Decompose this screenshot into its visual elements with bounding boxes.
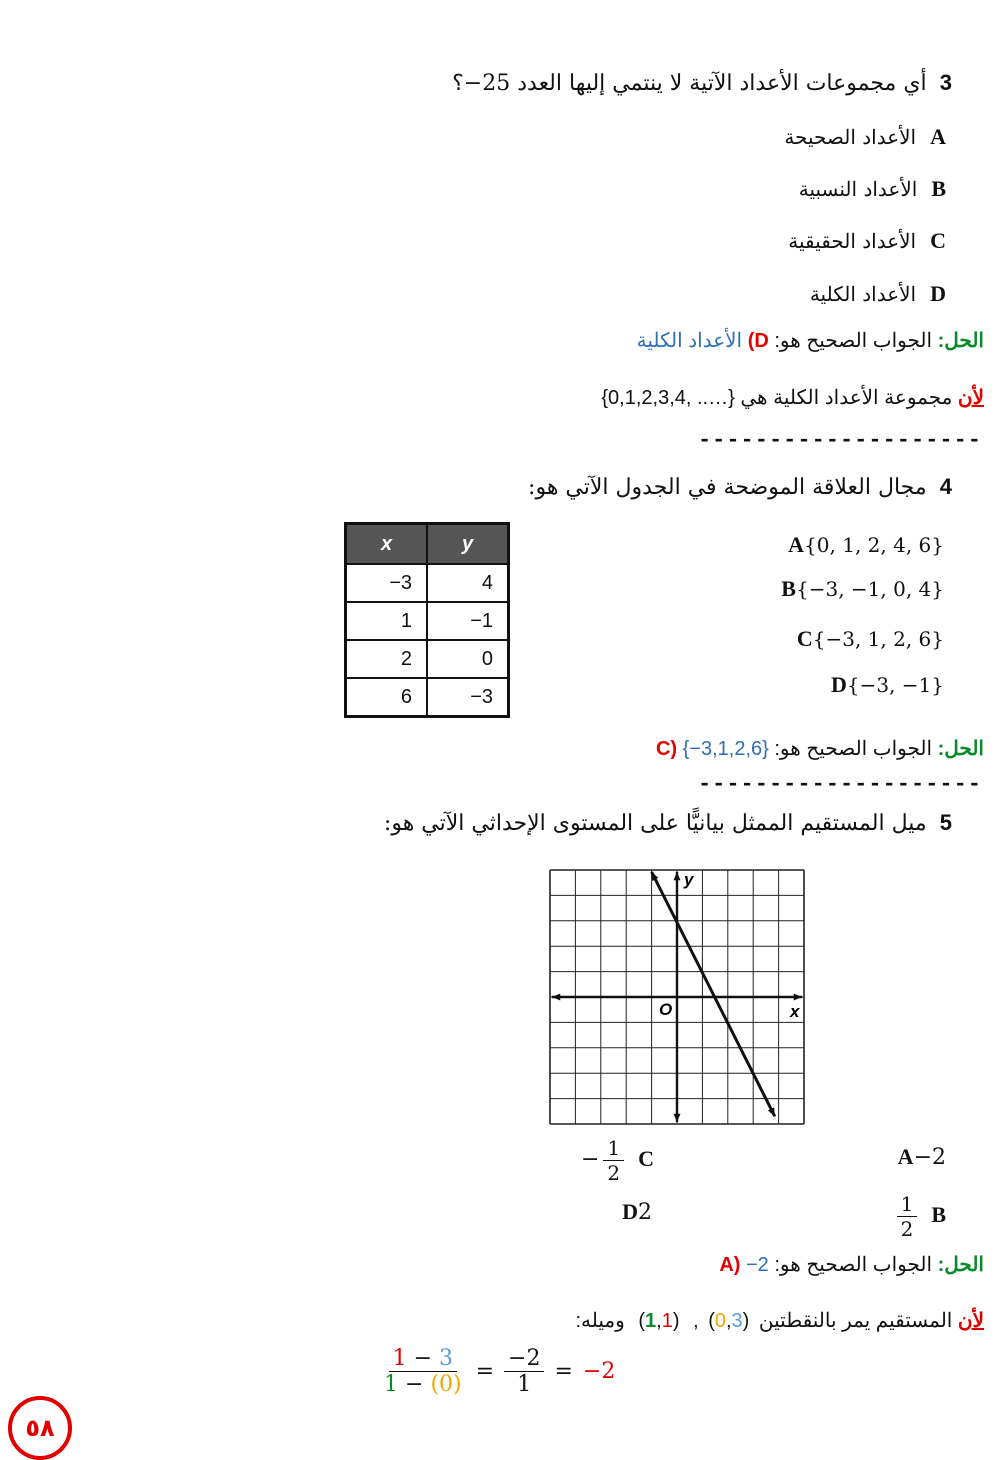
option-a[interactable]: Aالأعداد الصحيحة [784,124,946,149]
plotted-line [652,872,775,1116]
option-b[interactable]: B{−3, −1, 0, 4} [781,576,944,601]
question-4 [352,474,952,500]
solution-q4: الحل: الجواب الصحيح هو: C) {−3,1,2,6} [655,738,984,760]
graph-line [652,872,775,1116]
question-text: أي مجموعات الأعداد الآتية لا ينتمي إليها العدد 25−؟ [452,71,927,96]
y-axis-arrowhead [673,1114,680,1122]
separator: -------------------- [697,772,982,797]
question-number: 4 [939,474,952,499]
option-c[interactable]: C{−3, 1, 2, 6} [796,626,944,651]
axis-x-label: x [790,1002,800,1021]
reason-q3: لأن مجموعة الأعداد الكلية هي {….. ,0,1,2,3,4} [601,387,984,409]
fraction: $\frac{1}{2}$ [897,1192,918,1241]
page-number: ٥٨ [25,1414,55,1442]
x-axis-arrowhead [794,993,802,1000]
table-header-y: y [427,524,509,565]
relation-table [344,522,510,718]
table-row: 1 −1 [346,602,509,640]
table-header-x: x [346,524,428,565]
slope-fraction-simplified: $\frac{-2}{1}$ [504,1346,544,1397]
question-3 [352,70,952,96]
table-row: 2 0 [346,640,509,678]
table-row: 6 −3 [346,678,509,717]
page-number-badge [8,1396,72,1460]
axes [552,872,802,1122]
option-d[interactable]: D{−3, −1} [830,672,944,697]
y-axis-arrowhead [673,872,680,880]
slope-fraction: $\frac{1 - 3}{1 - (0)}$ [384,1346,462,1397]
table-row: −3 4 [346,564,509,602]
solution-q5: الحل: الجواب الصحيح هو: A) −2 [719,1254,984,1276]
origin-label: O [659,1000,673,1019]
separator: -------------------- [697,428,982,453]
question-number: 5 [939,810,952,835]
solution-q3: الحل: الجواب الصحيح هو: D) الأعداد الكلية [636,330,984,352]
question-5 [332,810,952,836]
axis-y-label: y [684,870,694,889]
reason-q5: لأن المستقيم يمر بالنقطتين (1,1) , (0,3) وميله: [575,1310,984,1332]
point-2: (0,3) [708,1310,750,1332]
option-c[interactable]: C $\frac{1}{2}$ − [580,1136,654,1185]
option-b[interactable]: B $\frac{1}{2}$ [897,1192,946,1241]
option-d[interactable]: D2 [622,1199,652,1225]
fraction: $\frac{1}{2}$ [603,1136,624,1185]
option-d[interactable]: Dالأعداد الكلية [809,281,946,306]
option-b[interactable]: Bالأعداد النسبية [798,176,946,201]
option-c[interactable]: Cالأعداد الحقيقية [788,228,946,253]
point-1: (1,1) [638,1310,680,1332]
x-axis-arrowhead [552,993,560,1000]
option-a[interactable]: A−2 [897,1144,946,1170]
question-text: ميل المستقيم الممثل بيانيًّا على المستوى الإحداثي الآتي هو: [383,811,927,836]
coordinate-graph [548,868,806,1126]
option-a[interactable]: A{0, 1, 2, 4, 6} [788,532,944,557]
question-number: 3 [939,70,952,95]
slope-calculation: $\frac{1 - 3}{1 - (0)}$ = $\frac{-2}{1}$ = −2 [380,1346,615,1397]
question-text: مجال العلاقة الموضحة في الجدول الآتي هو: [528,475,927,500]
